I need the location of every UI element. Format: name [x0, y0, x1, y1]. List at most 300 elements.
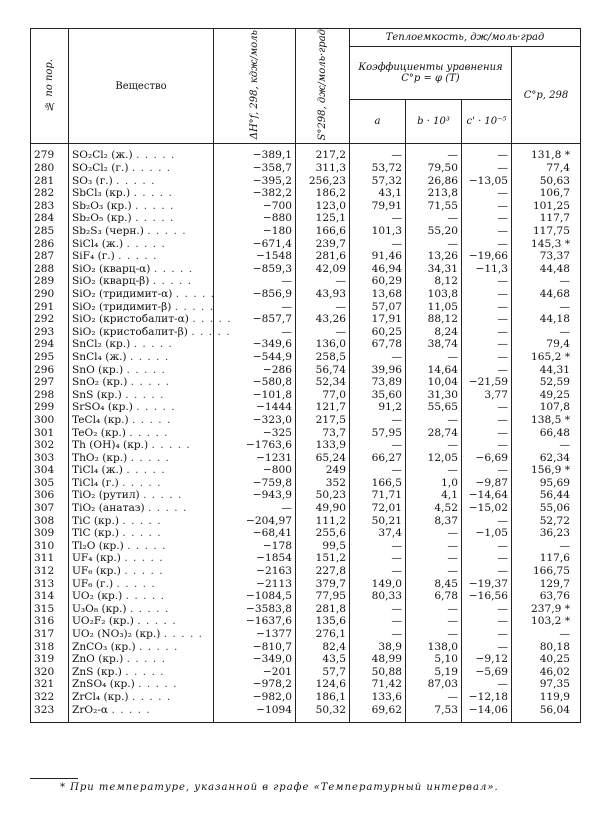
row-c: −9,12	[462, 653, 512, 666]
row-c: —	[462, 628, 512, 641]
table-row	[31, 326, 581, 339]
row-cp298: 103,2 *	[512, 615, 581, 628]
row-dh: −358,7	[214, 162, 296, 175]
row-a: 71,71	[350, 489, 406, 502]
table-row	[31, 603, 581, 616]
row-number: 307	[31, 502, 69, 515]
row-cp298: 50,63	[512, 175, 581, 188]
footnote-rule	[30, 778, 78, 779]
row-b: —	[406, 540, 462, 553]
row-dh: −859,3	[214, 263, 296, 276]
row-s298: 43,26	[296, 313, 350, 326]
row-dh: −1637,6	[214, 615, 296, 628]
row-a: 57,32	[350, 175, 406, 188]
table-row	[31, 452, 581, 465]
row-b: 4,1	[406, 489, 462, 502]
row-c: −12,18	[462, 691, 512, 704]
row-a: 37,4	[350, 527, 406, 540]
leader-dots: . . . . .	[130, 451, 170, 464]
row-a: 71,42	[350, 678, 406, 691]
table-row	[31, 615, 581, 628]
row-s298: 43,93	[296, 288, 350, 301]
row-substance: SnCl₄ (ж.) . . . . .	[69, 351, 214, 364]
row-s298: 276,1	[296, 628, 350, 641]
row-a: 13,68	[350, 288, 406, 301]
row-substance: ZnSO₄ (кр.) . . . . .	[69, 678, 214, 691]
table-row	[31, 628, 581, 641]
row-s298: 227,8	[296, 565, 350, 578]
row-dh: −389,1	[214, 144, 296, 162]
row-a: 91,2	[350, 401, 406, 414]
row-substance: Sb₂S₃ (черн.) . . . . .	[69, 225, 214, 238]
leader-dots: . . . . .	[126, 363, 166, 376]
row-substance: SnCl₂ (кр.) . . . . .	[69, 338, 214, 351]
row-dh: −101,8	[214, 389, 296, 402]
row-s298: 49,90	[296, 502, 350, 515]
row-cp298: 52,59	[512, 376, 581, 389]
row-dh: −325	[214, 427, 296, 440]
table-row	[31, 263, 581, 276]
row-dh: −978,2	[214, 678, 296, 691]
leader-dots: . . . . .	[143, 489, 183, 502]
header-s298: S°298, дж/моль·град	[296, 29, 350, 144]
row-c: —	[462, 464, 512, 477]
row-number: 295	[31, 351, 69, 364]
leader-dots: . . . . .	[174, 300, 215, 313]
row-a: 57,95	[350, 427, 406, 440]
row-cp298: 56,04	[512, 704, 581, 723]
row-dh: −1231	[214, 452, 296, 465]
row-c: —	[462, 401, 512, 414]
row-substance: ZnS (кр.) . . . . .	[69, 666, 214, 679]
row-cp298: 44,68	[512, 288, 581, 301]
row-cp298: 107,8	[512, 401, 581, 414]
table-row	[31, 364, 581, 377]
leader-dots: . . . . .	[192, 313, 232, 326]
row-b: 6,78	[406, 590, 462, 603]
row-c: −5,69	[462, 666, 512, 679]
table-row	[31, 691, 581, 704]
row-c: —	[462, 641, 512, 654]
row-s298: 57,7	[296, 666, 350, 679]
row-s298: 249	[296, 464, 350, 477]
row-substance: TiO₂ (анатаз) . . . . .	[69, 502, 214, 515]
row-b: 4,52	[406, 502, 462, 515]
row-a: 53,72	[350, 162, 406, 175]
row-a: 35,60	[350, 389, 406, 402]
row-dh: −580,8	[214, 376, 296, 389]
row-c: −19,37	[462, 578, 512, 591]
row-b: 5,19	[406, 666, 462, 679]
row-cp298: 106,7	[512, 187, 581, 200]
row-number: 316	[31, 615, 69, 628]
row-b: 8,37	[406, 515, 462, 528]
row-c: —	[462, 427, 512, 440]
row-number: 303	[31, 452, 69, 465]
row-b: 8,45	[406, 578, 462, 591]
row-s298: —	[296, 301, 350, 314]
row-substance: UF₆ (г.) . . . . .	[69, 578, 214, 591]
row-substance: SiO₂ (тридимит-β) . . . . .	[69, 301, 214, 314]
row-a: 38,9	[350, 641, 406, 654]
row-cp298: 237,9 *	[512, 603, 581, 616]
leader-dots: . . . . .	[153, 262, 194, 275]
row-number: 315	[31, 603, 69, 616]
row-s298: 256,23	[296, 175, 350, 188]
row-b: 26,86	[406, 175, 462, 188]
row-substance: UF₄ (кр.) . . . . .	[69, 552, 214, 565]
row-substance: SnO (кр.) . . . . .	[69, 364, 214, 377]
row-b: 71,55	[406, 200, 462, 213]
row-s298: 56,74	[296, 364, 350, 377]
row-a: 57,07	[350, 301, 406, 314]
table-row	[31, 212, 581, 225]
table-row	[31, 351, 581, 364]
row-b: —	[406, 414, 462, 427]
table-row	[31, 653, 581, 666]
footnote: * При температуре, указанной в графе «Температурный интервал».	[60, 782, 499, 793]
row-number: 287	[31, 250, 69, 263]
row-number: 320	[31, 666, 69, 679]
row-b: 38,74	[406, 338, 462, 351]
row-a: 66,27	[350, 452, 406, 465]
row-a: 17,91	[350, 313, 406, 326]
row-cp298: 117,7	[512, 212, 581, 225]
row-dh: −700	[214, 200, 296, 213]
row-number: 284	[31, 212, 69, 225]
row-substance: SiF₄ (г.) . . . . .	[69, 250, 214, 263]
header-heat-capacity: Теплоемкость, дж/моль·град	[350, 29, 581, 47]
leader-dots: . . . . .	[125, 665, 165, 678]
row-c: —	[462, 162, 512, 175]
row-dh: −759,8	[214, 477, 296, 490]
leader-dots: . . . . .	[138, 678, 178, 691]
row-c: —	[462, 212, 512, 225]
row-number: 308	[31, 515, 69, 528]
row-number: 302	[31, 439, 69, 452]
table-row	[31, 439, 581, 452]
row-number: 296	[31, 364, 69, 377]
leader-dots: . . . . .	[133, 338, 173, 351]
row-dh: −2113	[214, 578, 296, 591]
row-cp298: 44,31	[512, 364, 581, 377]
table-row	[31, 641, 581, 654]
row-s298: 133,9	[296, 439, 350, 452]
row-c: —	[462, 565, 512, 578]
row-a: 69,62	[350, 704, 406, 723]
row-a: 39,96	[350, 364, 406, 377]
table-row	[31, 427, 581, 440]
row-c: —	[462, 351, 512, 364]
row-s298: 352	[296, 477, 350, 490]
leader-dots: . . . . .	[122, 527, 162, 540]
row-substance: SiCl₄ (ж.) . . . . .	[69, 238, 214, 251]
row-c: —	[462, 603, 512, 616]
row-substance: ZrO₂-α . . . . .	[69, 704, 214, 723]
row-c: —	[462, 515, 512, 528]
row-cp298: 66,48	[512, 427, 581, 440]
row-b: 55,20	[406, 225, 462, 238]
row-a: 73,89	[350, 376, 406, 389]
row-c: —	[462, 238, 512, 251]
row-b: —	[406, 212, 462, 225]
row-s298: 255,6	[296, 527, 350, 540]
row-dh: −201	[214, 666, 296, 679]
row-dh: −544,9	[214, 351, 296, 364]
row-dh: −180	[214, 225, 296, 238]
row-c: —	[462, 301, 512, 314]
row-substance: Th (OH)₄ (кр.) . . . . .	[69, 439, 214, 452]
row-cp298: 63,76	[512, 590, 581, 603]
row-substance: ThO₂ (кр.) . . . . .	[69, 452, 214, 465]
row-a: —	[350, 603, 406, 616]
row-s298: —	[296, 326, 350, 339]
row-a: —	[350, 212, 406, 225]
row-b: 79,50	[406, 162, 462, 175]
row-a: 101,3	[350, 225, 406, 238]
row-dh: −857,7	[214, 313, 296, 326]
row-number: 293	[31, 326, 69, 339]
row-cp298: 56,44	[512, 489, 581, 502]
row-cp298: 101,25	[512, 200, 581, 213]
row-a: 50,88	[350, 666, 406, 679]
row-b: 14,64	[406, 364, 462, 377]
row-s298: 125,1	[296, 212, 350, 225]
row-c: —	[462, 439, 512, 452]
leader-dots: . . . . .	[116, 577, 156, 590]
row-a: 60,29	[350, 275, 406, 288]
row-a: —	[350, 552, 406, 565]
row-b: 213,8	[406, 187, 462, 200]
table-row	[31, 552, 581, 565]
header-num: № по пор.	[31, 29, 69, 144]
row-number: 313	[31, 578, 69, 591]
row-number: 281	[31, 175, 69, 188]
row-substance: SrSO₄ (кр.) . . . . .	[69, 401, 214, 414]
row-number: 294	[31, 338, 69, 351]
row-dh: −323,0	[214, 414, 296, 427]
row-dh: −880	[214, 212, 296, 225]
leader-dots: . . . . .	[122, 514, 162, 527]
row-dh: −349,6	[214, 338, 296, 351]
table-row	[31, 338, 581, 351]
header-substance: Вещество	[69, 29, 214, 144]
row-b: —	[406, 691, 462, 704]
row-dh: −3583,8	[214, 603, 296, 616]
table-row	[31, 250, 581, 263]
row-dh: —	[214, 502, 296, 515]
row-number: 298	[31, 389, 69, 402]
row-substance: ZnCO₃ (кр.) . . . . .	[69, 641, 214, 654]
row-substance: SO₂Cl₂ (ж.) . . . . .	[69, 144, 214, 162]
row-a: 46,94	[350, 263, 406, 276]
row-s298: 99,5	[296, 540, 350, 553]
row-s298: 166,6	[296, 225, 350, 238]
row-substance: TeO₂ (кр.) . . . . .	[69, 427, 214, 440]
table-row	[31, 144, 581, 162]
leader-dots: . . . . .	[129, 426, 169, 439]
header-cp298: C°p, 298	[512, 47, 581, 144]
header-c: c' · 10⁻⁵	[462, 100, 512, 144]
row-substance: TlC (кр.) . . . . .	[69, 527, 214, 540]
row-substance: TiCl₄ (г.) . . . . .	[69, 477, 214, 490]
row-b: 138,0	[406, 641, 462, 654]
row-b: —	[406, 603, 462, 616]
row-cp298: 44,48	[512, 263, 581, 276]
row-dh: −671,4	[214, 238, 296, 251]
row-b: 1,0	[406, 477, 462, 490]
row-number: 319	[31, 653, 69, 666]
row-substance: UO₂ (кр.) . . . . .	[69, 590, 214, 603]
row-number: 280	[31, 162, 69, 175]
row-s298: 136,0	[296, 338, 350, 351]
row-cp298: 145,3 *	[512, 238, 581, 251]
row-s298: 121,7	[296, 401, 350, 414]
row-s298: —	[296, 275, 350, 288]
leader-dots: . . . . .	[129, 602, 170, 615]
row-b: 88,12	[406, 313, 462, 326]
row-s298: 65,24	[296, 452, 350, 465]
row-number: 305	[31, 477, 69, 490]
leader-dots: . . . . .	[191, 325, 231, 338]
row-a: 60,25	[350, 326, 406, 339]
row-substance: SO₃ (г.) . . . . .	[69, 175, 214, 188]
table-body	[31, 144, 581, 723]
row-s298: 82,4	[296, 641, 350, 654]
row-dh: −1084,5	[214, 590, 296, 603]
row-dh: —	[214, 301, 296, 314]
row-cp298: 62,34	[512, 452, 581, 465]
table-row	[31, 187, 581, 200]
leader-dots: . . . . .	[126, 464, 166, 477]
row-c: −15,02	[462, 502, 512, 515]
row-number: 312	[31, 565, 69, 578]
leader-dots: . . . . .	[152, 275, 193, 288]
row-b: 103,8	[406, 288, 462, 301]
row-c: —	[462, 552, 512, 565]
row-c: —	[462, 615, 512, 628]
row-s298: 43,5	[296, 653, 350, 666]
row-substance: SO₂Cl₂ (г.) . . . . .	[69, 162, 214, 175]
table-row	[31, 515, 581, 528]
row-substance: TeCl₄ (кр.) . . . . .	[69, 414, 214, 427]
row-b: 8,24	[406, 326, 462, 339]
row-s298: 77,95	[296, 590, 350, 603]
row-number: 318	[31, 641, 69, 654]
table-row	[31, 477, 581, 490]
row-c: 3,77	[462, 389, 512, 402]
leader-dots: . . . . .	[175, 287, 216, 300]
row-substance: SiO₂ (кристобалит-α) . . . . .	[69, 313, 214, 326]
leader-dots: . . . . .	[135, 199, 175, 212]
row-b: —	[406, 351, 462, 364]
table-row	[31, 502, 581, 515]
table-row	[31, 464, 581, 477]
row-cp298: 156,9 *	[512, 464, 581, 477]
row-b: 87,03	[406, 678, 462, 691]
row-substance: SiO₂ (тридимит-α) . . . . .	[69, 288, 214, 301]
row-c: −14,06	[462, 704, 512, 723]
row-s298: 135,6	[296, 615, 350, 628]
leader-dots: . . . . .	[126, 237, 166, 250]
row-number: 306	[31, 489, 69, 502]
leader-dots: . . . . .	[129, 350, 170, 363]
row-number: 323	[31, 704, 69, 723]
row-number: 282	[31, 187, 69, 200]
row-b: —	[406, 527, 462, 540]
row-c: —	[462, 144, 512, 162]
row-substance: ZnO (кр.) . . . . .	[69, 653, 214, 666]
leader-dots: . . . . .	[124, 552, 164, 565]
row-a: —	[350, 414, 406, 427]
leader-dots: . . . . .	[126, 653, 166, 666]
table-row	[31, 200, 581, 213]
row-dh: −2163	[214, 565, 296, 578]
row-s298: 50,23	[296, 489, 350, 502]
row-cp298: 117,75	[512, 225, 581, 238]
row-cp298: 55,06	[512, 502, 581, 515]
row-cp298: —	[512, 275, 581, 288]
row-s298: 217,2	[296, 144, 350, 162]
row-number: 286	[31, 238, 69, 251]
row-s298: 379,7	[296, 578, 350, 591]
row-s298: 281,8	[296, 603, 350, 616]
row-dh: −1444	[214, 401, 296, 414]
row-number: 304	[31, 464, 69, 477]
row-s298: 239,7	[296, 238, 350, 251]
row-number: 300	[31, 414, 69, 427]
row-number: 301	[31, 427, 69, 440]
row-b: 7,53	[406, 704, 462, 723]
row-number: 291	[31, 301, 69, 314]
row-s298: 186,2	[296, 187, 350, 200]
row-a: —	[350, 615, 406, 628]
table-row	[31, 401, 581, 414]
row-cp298: 117,6	[512, 552, 581, 565]
table-row	[31, 162, 581, 175]
row-b: 10,04	[406, 376, 462, 389]
row-number: 309	[31, 527, 69, 540]
row-substance: TiO₂ (рутил) . . . . .	[69, 489, 214, 502]
leader-dots: . . . . .	[137, 615, 177, 628]
row-c: —	[462, 414, 512, 427]
row-dh: −1377	[214, 628, 296, 641]
row-cp298: 36,23	[512, 527, 581, 540]
leader-dots: . . . . .	[151, 439, 191, 452]
row-dh: −810,7	[214, 641, 296, 654]
row-c: −13,05	[462, 175, 512, 188]
row-dh: −349,0	[214, 653, 296, 666]
row-number: 292	[31, 313, 69, 326]
row-c: —	[462, 678, 512, 691]
row-a: —	[350, 144, 406, 162]
row-dh: −943,9	[214, 489, 296, 502]
row-dh: —	[214, 275, 296, 288]
row-dh: −382,2	[214, 187, 296, 200]
row-dh: −1854	[214, 552, 296, 565]
table-row	[31, 704, 581, 723]
row-dh: −800	[214, 464, 296, 477]
row-c: −6,69	[462, 452, 512, 465]
row-s298: 77,0	[296, 389, 350, 402]
leader-dots: . . . . .	[136, 401, 176, 414]
leader-dots: . . . . .	[116, 174, 156, 187]
leader-dots: . . . . .	[135, 212, 175, 225]
row-b: 8,12	[406, 275, 462, 288]
row-a: 50,21	[350, 515, 406, 528]
row-c: —	[462, 338, 512, 351]
row-s298: 311,3	[296, 162, 350, 175]
